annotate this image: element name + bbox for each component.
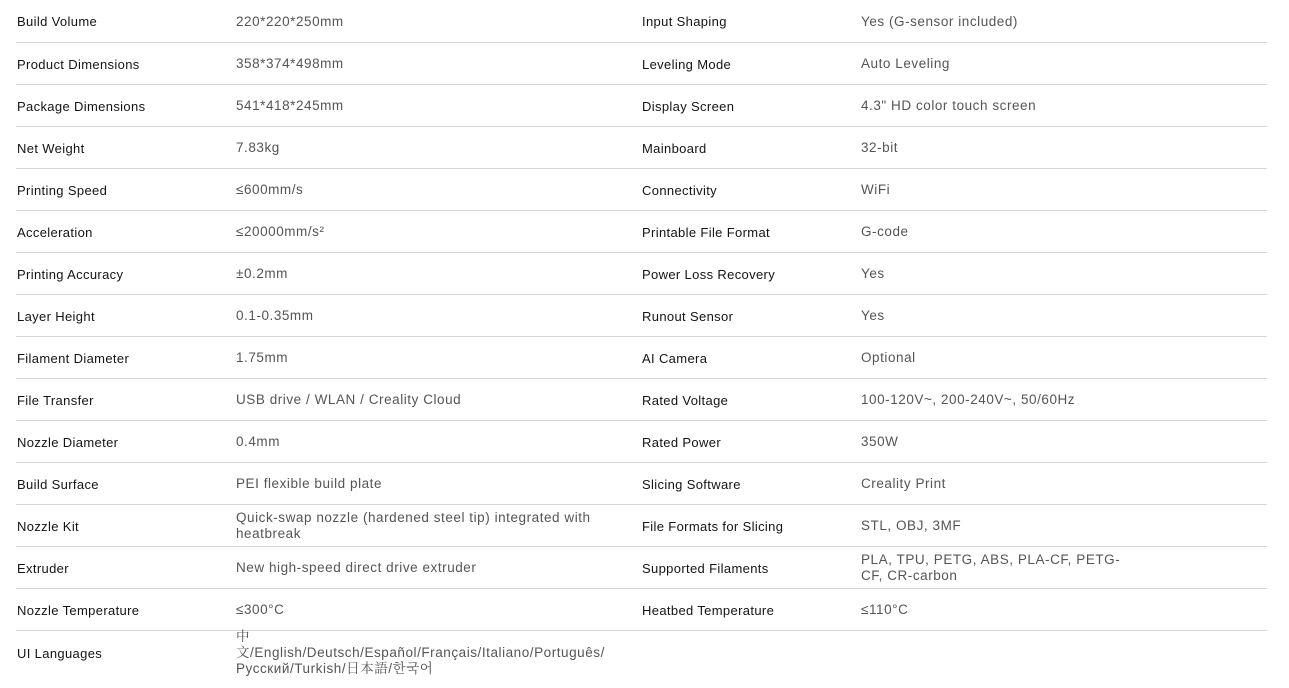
spec-label: Net Weight xyxy=(17,140,85,156)
spec-row xyxy=(0,0,1289,43)
spec-value: G-code xyxy=(861,224,909,239)
spec-value: 541*418*245mm xyxy=(236,98,344,113)
spec-label: Printable File Format xyxy=(642,224,770,240)
spec-value: New high-speed direct drive extruder xyxy=(236,560,477,575)
spec-label: File Formats for Slicing xyxy=(642,518,784,534)
spec-value: ≤600mm/s xyxy=(236,182,304,197)
spec-row xyxy=(0,43,1289,85)
spec-value: 358*374*498mm xyxy=(236,56,344,71)
spec-label: Slicing Software xyxy=(642,476,741,492)
spec-value: Auto Leveling xyxy=(861,56,950,71)
spec-label: Product Dimensions xyxy=(17,56,140,72)
spec-value: 100-120V~, 200-240V~, 50/60Hz xyxy=(861,392,1076,407)
spec-value: 220*220*250mm xyxy=(236,13,344,29)
spec-value: Yes xyxy=(861,266,885,281)
spec-value: Optional xyxy=(861,350,916,365)
spec-row xyxy=(0,85,1289,127)
spec-label: Package Dimensions xyxy=(17,98,146,114)
spec-label: Filament Diameter xyxy=(17,350,130,366)
spec-row xyxy=(0,589,1289,631)
spec-row xyxy=(0,505,1289,547)
spec-row xyxy=(0,127,1289,169)
spec-label: Power Loss Recovery xyxy=(642,266,776,282)
spec-label: Runout Sensor xyxy=(642,308,734,324)
spec-label: Printing Accuracy xyxy=(17,266,124,282)
spec-label: Mainboard xyxy=(642,140,707,156)
spec-value: ≤110°C xyxy=(861,602,909,617)
spec-label xyxy=(642,631,852,675)
spec-value: 4.3" HD color touch screen xyxy=(861,98,1037,113)
spec-value: ≤20000mm/s² xyxy=(236,224,325,239)
spec-value: WiFi xyxy=(861,182,891,197)
spec-value: PEI flexible build plate xyxy=(236,476,383,491)
spec-value: Yes (G-sensor included) xyxy=(861,13,1018,29)
spec-row xyxy=(0,253,1289,295)
spec-label: Connectivity xyxy=(642,182,718,198)
spec-row xyxy=(0,295,1289,337)
spec-label: Nozzle Kit xyxy=(17,518,80,534)
spec-label: Leveling Mode xyxy=(642,56,732,72)
spec-row xyxy=(0,379,1289,421)
spec-label: Rated Power xyxy=(642,434,721,450)
spec-label: Rated Voltage xyxy=(642,392,729,408)
spec-row xyxy=(0,463,1289,505)
spec-label: Nozzle Temperature xyxy=(17,602,140,618)
spec-label: Printing Speed xyxy=(17,182,108,198)
spec-row xyxy=(0,421,1289,463)
spec-value: 1.75mm xyxy=(236,350,289,365)
spec-label: Acceleration xyxy=(17,224,93,240)
spec-row xyxy=(0,547,1289,589)
spec-label: Heatbed Temperature xyxy=(642,602,775,618)
spec-value: 7.83kg xyxy=(236,140,280,155)
spec-value: 350W xyxy=(861,434,899,449)
spec-value: 0.4mm xyxy=(236,434,281,449)
spec-value: Creality Print xyxy=(861,476,946,491)
spec-label: Nozzle Diameter xyxy=(17,434,119,450)
spec-label: File Transfer xyxy=(17,392,94,408)
spec-value: USB drive / WLAN / Creality Cloud xyxy=(236,392,462,407)
spec-label: Build Volume xyxy=(17,14,98,29)
spec-label: AI Camera xyxy=(642,350,708,366)
spec-row xyxy=(0,169,1289,211)
spec-label: UI Languages xyxy=(17,645,103,661)
spec-label: Supported Filaments xyxy=(642,560,769,576)
spec-value: 0.1-0.35mm xyxy=(236,308,314,323)
spec-label: Build Surface xyxy=(17,476,99,492)
spec-row xyxy=(0,337,1289,379)
spec-value: 32-bit xyxy=(861,140,899,155)
spec-value: ±0.2mm xyxy=(236,266,288,281)
spec-value: PLA, TPU, PETG, ABS, PLA-CF, PETG-CF, CR-carbon xyxy=(861,552,1121,583)
spec-row xyxy=(0,631,1289,675)
spec-value: Quick-swap nozzle (hardened steel tip) integrated with heatbreak xyxy=(236,510,591,541)
spec-label: Extruder xyxy=(17,560,69,576)
spec-value: ≤300°C xyxy=(236,602,285,617)
spec-label: Input Shaping xyxy=(642,14,727,29)
spec-row xyxy=(0,211,1289,253)
spec-value: 中文/English/Deutsch/Español/Français/Italiano/Português/Русский/Turkish/日本語/한국어 xyxy=(236,629,605,676)
spec-value xyxy=(861,631,1121,675)
spec-value: STL, OBJ, 3MF xyxy=(861,518,962,533)
spec-value: Yes xyxy=(861,308,885,323)
spec-label: Layer Height xyxy=(17,308,95,324)
spec-label: Display Screen xyxy=(642,98,735,114)
